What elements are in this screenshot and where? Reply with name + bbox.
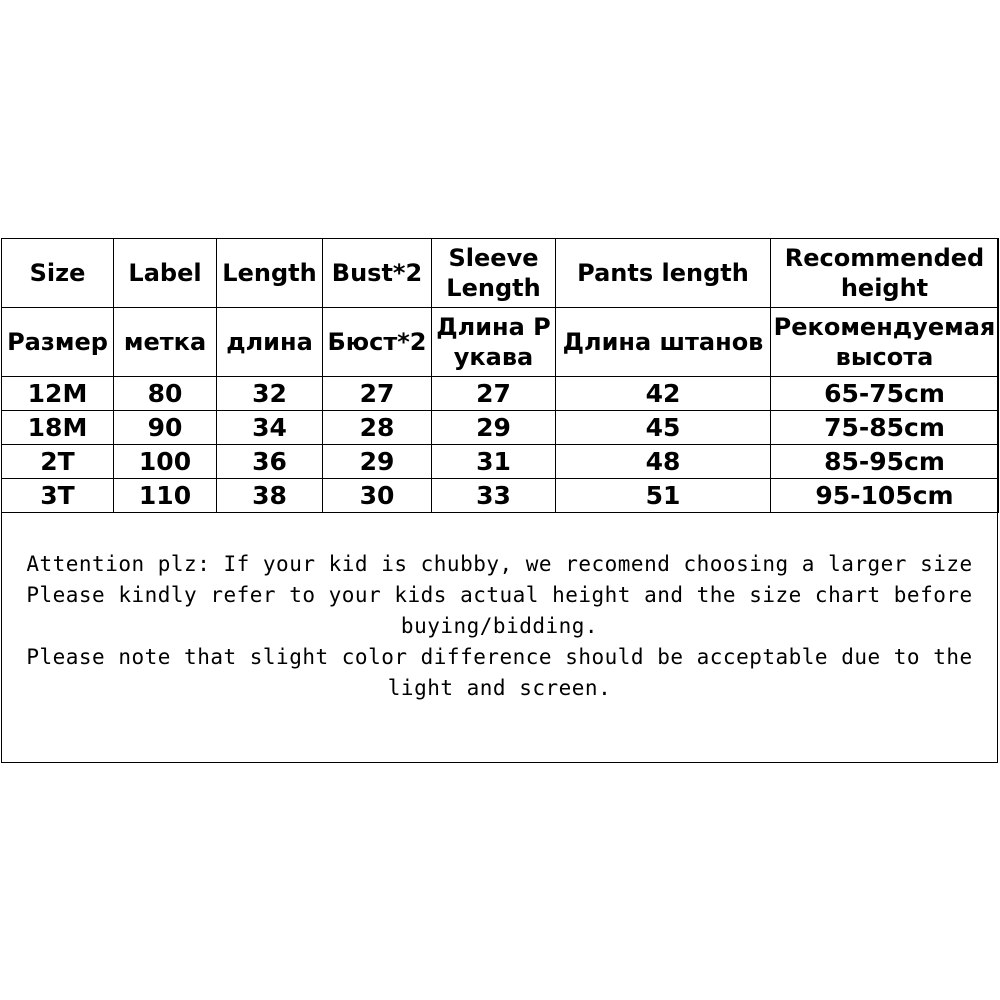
header-label-ru: метка — [114, 308, 217, 377]
header-row-russian — [2, 308, 999, 377]
cell-pants: 51 — [556, 479, 771, 513]
table-row — [2, 377, 999, 411]
cell-sleeve: 27 — [432, 377, 556, 411]
size-chart — [1, 238, 998, 763]
cell-label: 100 — [114, 445, 217, 479]
header-row-english — [2, 239, 999, 308]
header-recommended-height-ru: Рекомендуемая высота — [771, 308, 999, 377]
cell-length: 36 — [217, 445, 323, 479]
header-pants-length-ru: Длина штанов — [556, 308, 771, 377]
table-row — [2, 411, 999, 445]
cell-size: 3T — [2, 479, 114, 513]
cell-pants: 48 — [556, 445, 771, 479]
cell-bust: 30 — [323, 479, 432, 513]
cell-label: 90 — [114, 411, 217, 445]
cell-length: 34 — [217, 411, 323, 445]
header-pants-length: Pants length — [556, 239, 771, 308]
cell-height: 65-75cm — [771, 377, 999, 411]
cell-height: 95-105cm — [771, 479, 999, 513]
header-bust-ru: Бюст*2 — [323, 308, 432, 377]
header-length: Length — [217, 239, 323, 308]
cell-length: 32 — [217, 377, 323, 411]
header-sleeve-length: Sleeve Length — [432, 239, 556, 308]
cell-height: 85-95cm — [771, 445, 999, 479]
cell-bust: 27 — [323, 377, 432, 411]
note-height-reference: Please kindly refer to your kids actual height and the size chart before buying/bidding. — [26, 583, 973, 638]
size-table — [1, 238, 999, 513]
cell-label: 80 — [114, 377, 217, 411]
table-row — [2, 479, 999, 513]
note-chubby: Attention plz: If your kid is chubby, we recomend choosing a larger size — [26, 552, 973, 576]
cell-sleeve: 33 — [432, 479, 556, 513]
cell-size: 18M — [2, 411, 114, 445]
header-bust: Bust*2 — [323, 239, 432, 308]
cell-length: 38 — [217, 479, 323, 513]
attention-notes — [2, 549, 997, 704]
header-recommended-height: Recommended height — [771, 239, 999, 308]
header-size-ru: Размер — [2, 308, 114, 377]
header-size: Size — [2, 239, 114, 308]
cell-label: 110 — [114, 479, 217, 513]
cell-bust: 29 — [323, 445, 432, 479]
header-sleeve-length-ru: Длина Р укава — [432, 308, 556, 377]
cell-sleeve: 29 — [432, 411, 556, 445]
table-row — [2, 445, 999, 479]
note-color-difference: Please note that slight color difference should be acceptable due to the light and screen. — [26, 645, 973, 700]
header-label: Label — [114, 239, 217, 308]
cell-bust: 28 — [323, 411, 432, 445]
cell-height: 75-85cm — [771, 411, 999, 445]
cell-pants: 45 — [556, 411, 771, 445]
cell-size: 12M — [2, 377, 114, 411]
cell-pants: 42 — [556, 377, 771, 411]
cell-sleeve: 31 — [432, 445, 556, 479]
header-length-ru: длина — [217, 308, 323, 377]
cell-size: 2T — [2, 445, 114, 479]
